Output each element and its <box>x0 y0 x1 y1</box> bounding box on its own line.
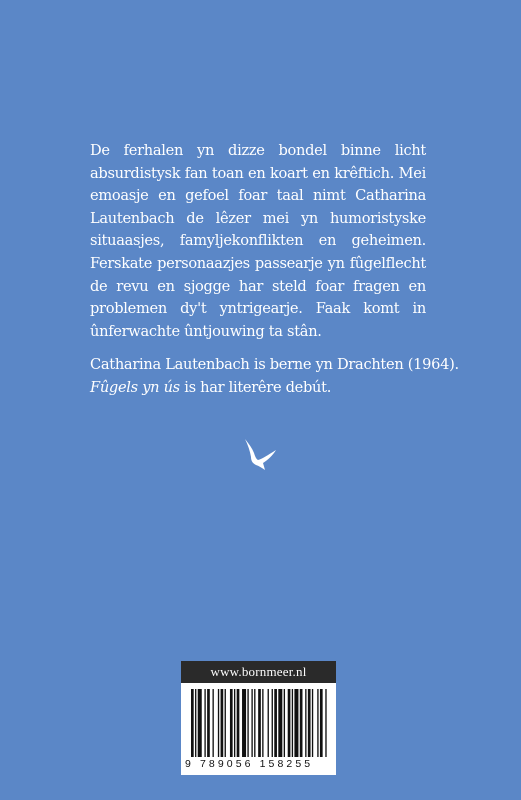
author-bio-line-1: Catharina Lautenbach is berne yn Drachten (1964). <box>90 356 459 373</box>
book-title: Fûgels yn ús <box>90 378 180 396</box>
barcode-bar <box>204 689 205 757</box>
barcode-bar <box>258 689 261 757</box>
barcode-bar <box>305 689 306 757</box>
barcode-icon <box>191 689 328 757</box>
barcode-bar <box>218 689 219 757</box>
barcode-bar <box>274 689 277 757</box>
author-bio-debut: is har literêre debút. <box>179 378 332 396</box>
bird-icon <box>240 436 280 476</box>
barcode-bar <box>272 689 273 757</box>
barcode-bar <box>191 689 194 757</box>
barcode-bar <box>312 689 313 757</box>
barcode-bar <box>237 689 240 757</box>
barcode-bar <box>262 689 263 757</box>
barcode-bar <box>294 689 298 757</box>
barcode-bar <box>292 689 293 757</box>
barcode-digits: 9 789056 158255 <box>185 758 314 770</box>
barcode-bar <box>308 689 311 757</box>
barcode-bar <box>207 689 210 757</box>
barcode-box <box>181 661 336 775</box>
website-url: www.bornmeer.nl <box>181 661 336 683</box>
barcode-bar <box>230 689 233 757</box>
barcode-bar <box>317 689 318 757</box>
barcode-bar <box>247 689 248 757</box>
barcode-bar <box>325 689 326 757</box>
barcode-bar <box>284 689 285 757</box>
barcode-bar <box>234 689 235 757</box>
barcode-bar <box>288 689 291 757</box>
barcode-bar <box>198 689 202 757</box>
barcode-bar <box>278 689 282 757</box>
blurb-text: De ferhalen yn dizze bondel binne licht absurdistysk fan toan en koart en krêftich. Mei emoasje en gefoel foar taal nimt Catharina Lautenbach de lêzer mei yn humoristyske situaasjes, famyljekonflikten en geheimen. Ferskate personaazjes passearje yn fûgelflecht de revu en sjogge har steld foar fragen en problemen dy't yntrigearje. Faak komt in ûnferwachte ûntjouwing ta stân. <box>90 142 426 340</box>
barcode-bar <box>300 689 303 757</box>
barcode-bar <box>242 689 246 757</box>
barcode-bar <box>254 689 255 757</box>
barcode-bar <box>225 689 226 757</box>
barcode-bar <box>268 689 269 757</box>
barcode-bar <box>251 689 252 757</box>
barcode-bar <box>212 689 213 757</box>
author-bio-line-2 <box>90 377 430 400</box>
author-bio <box>90 354 459 399</box>
barcode-bar <box>195 689 196 757</box>
barcode-bar <box>221 689 224 757</box>
barcode-bar <box>320 689 323 757</box>
